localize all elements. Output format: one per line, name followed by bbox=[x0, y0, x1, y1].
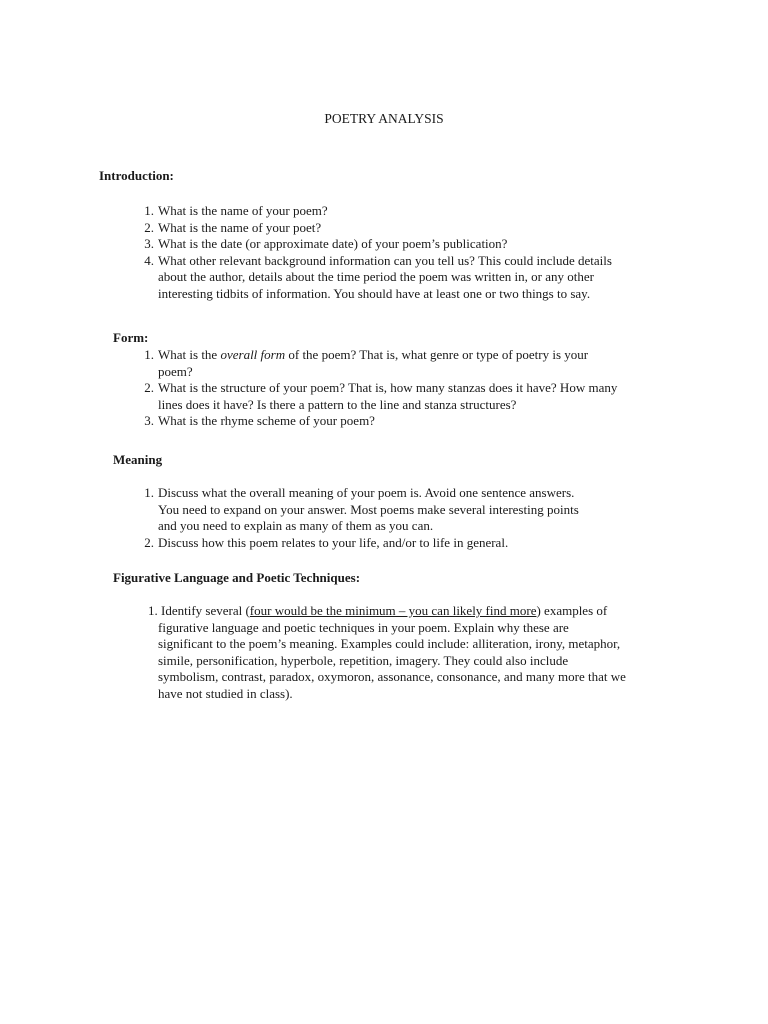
form-heading: Form: bbox=[113, 330, 149, 345]
introduction-list bbox=[144, 203, 678, 302]
list-item: 1. What is the name of your poem? bbox=[144, 203, 328, 218]
list-item: 1. Discuss what the overall meaning of your poem is. Avoid one sentence answers. You need to expand on your answer. Most poems make several interesting points and you need to explain as many of them as you can. bbox=[144, 485, 579, 533]
form-list bbox=[144, 347, 678, 430]
list-item: 3. What is the date (or approximate date) of your poem’s publication? bbox=[144, 236, 508, 251]
list-item: 2. Discuss how this poem relates to your life, and/or to life in general. bbox=[144, 534, 509, 550]
figurative-heading: Figurative Language and Poetic Techniques: bbox=[113, 570, 361, 585]
list-item: 4. What other relevant background information can you tell us? This could include details about the author, details about the time period the poem was written in, or any other interesting tidbits of information. You should have at least one or two things to say. bbox=[144, 252, 612, 301]
list-item: 2. What is the structure of your poem? That is, how many stanzas does it have? How many lines does it have? Is there a pattern to the line and stanza structures? bbox=[144, 380, 618, 412]
list-item: 2. What is the name of your poet? bbox=[144, 219, 322, 235]
introduction-heading: Introduction: bbox=[99, 168, 174, 183]
meaning-heading: Meaning bbox=[113, 452, 163, 467]
figurative-item: 1. Identify several (four would be the minimum – you can likely find more) examples of figurative language and poetic techniques in your poem. Explain why these are significant to the poem’s meaning. Examples could include: alliteration, irony, metaphor, simile, personification, hyperbole, repetition, imagery. They could also include symbolism, contrast, paradox, oxymoron, assonance, consonance, and many more that we have not studied in class). bbox=[148, 603, 626, 701]
list-item: 3. What is the rhyme scheme of your poem? bbox=[144, 413, 375, 428]
list-item: 1. What is the overall form of the poem? That is, what genre or type of poetry is your poem? bbox=[144, 347, 589, 379]
page-title: POETRY ANALYSIS bbox=[324, 111, 444, 126]
meaning-list bbox=[144, 485, 678, 551]
